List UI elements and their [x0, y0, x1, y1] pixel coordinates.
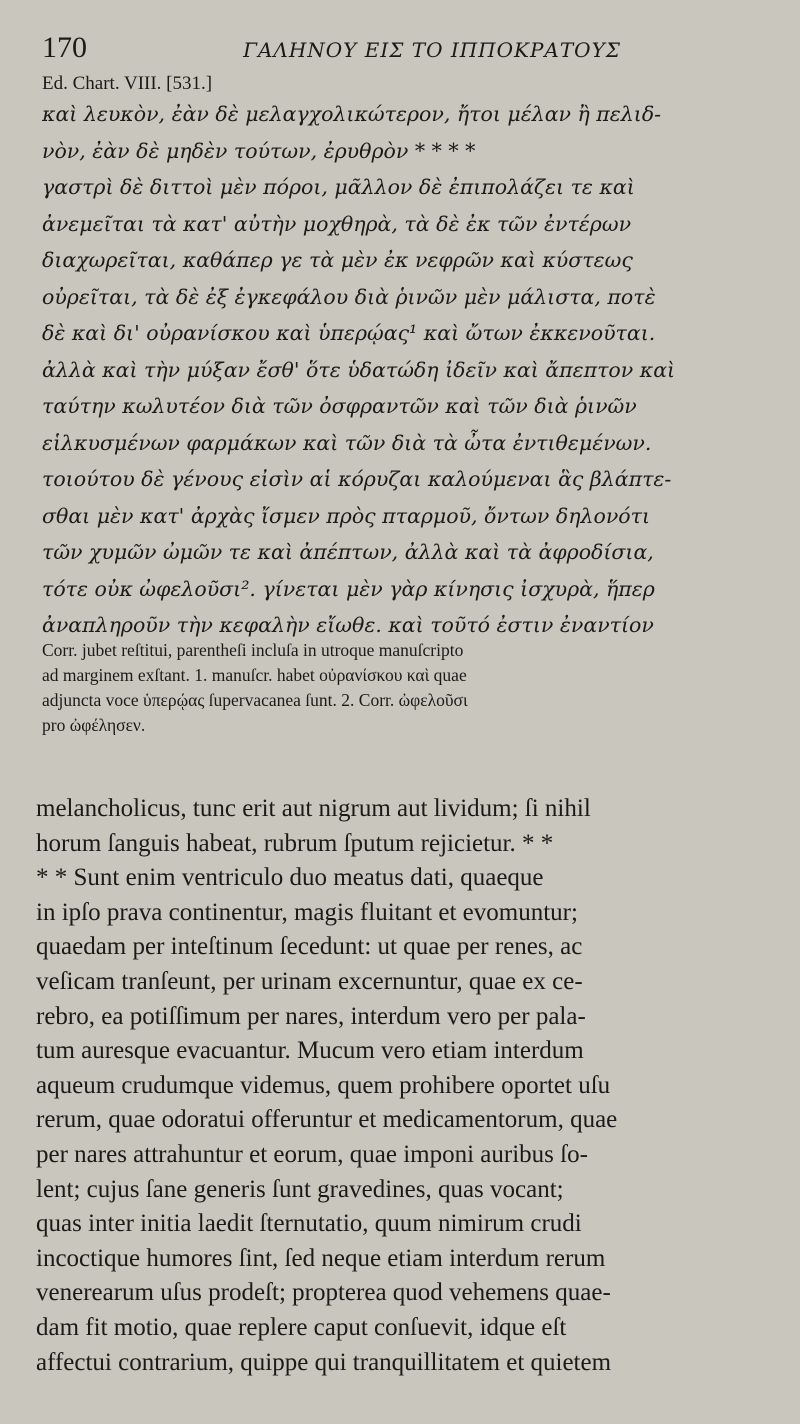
- greek-text-block: [42, 96, 766, 644]
- greek-text-line: ἀνεμεῖται τὰ κατ' αὐτὴν μοχθηρὰ, τὰ δὲ ἐκ τῶν ἐντέρων: [42, 211, 632, 236]
- latin-text-line: tum auresque evacuantur. Mucum vero etiam interdum: [36, 1037, 584, 1065]
- latin-text-line: aqueum crudumque videmus, quem prohibere oportet uſu: [36, 1071, 611, 1099]
- greek-text-line: διαχωρεῖται, καθάπερ γε τὰ μὲν ἐκ νεφρῶν καὶ κύστεως: [42, 248, 633, 272]
- page-header: [42, 30, 762, 66]
- greek-text-line: τότε οὐκ ὠφελοῦσι². γίνεται μὲν γὰρ κίνησις ἰσχυρὰ, ἥπερ: [42, 576, 655, 601]
- latin-text-line: * * Sunt enim ventriculo duo meatus dati, quaeque: [36, 864, 544, 892]
- latin-text-line: lent; cujus ſane generis ſunt gravedines, quas vocant;: [36, 1175, 564, 1203]
- footnote-line: pro ὠφέλησεν.: [42, 715, 146, 735]
- greek-text-line: τῶν χυμῶν ὠμῶν τε καὶ ἀπέπτων, ἀλλὰ καὶ τὰ ἀφροδίσια,: [42, 540, 654, 564]
- latin-text-line: dam fit motio, quae replere caput conſuevit, idque eſt: [36, 1313, 567, 1341]
- greek-text-line: εἱλκυσμένων φαρμάκων καὶ τῶν διὰ τὰ ὦτα ἐντιθεμένων.: [42, 430, 652, 455]
- greek-text-line: οὐρεῖται, τὰ δὲ ἐξ ἐγκεφάλου διὰ ῥινῶν μὲν μάλιστα, ποτὲ: [42, 284, 656, 309]
- latin-text-line: in ipſo prava continentur, magis fluitant et evomuntur;: [36, 898, 578, 926]
- footnotes-block: [42, 638, 766, 738]
- latin-text-line: quaedam per inteſtinum ſecedunt: ut quae per renes, ac: [36, 933, 583, 961]
- greek-text-line: ἀναπληροῦν τὴν κεφαλὴν εἴωθε. καὶ τοῦτό ἐστιν ἐναντίον: [42, 613, 654, 637]
- latin-text-line: rebro, ea potiſſimum per nares, interdum vero per pala-: [36, 1002, 586, 1030]
- latin-text-line: melancholicus, tunc erit aut nigrum aut lividum; ſi nihil: [36, 795, 591, 822]
- running-title: ΓΑΛΗΝΟΥ ΕΙΣ ΤΟ ΙΠΠΟΚΡΑΤΟΥΣ: [243, 38, 621, 62]
- latin-text-block: [36, 792, 766, 1380]
- latin-text-line: quas inter initia laedit ſternutatio, quum nimirum crudi: [36, 1210, 582, 1238]
- latin-text-line: affectui contrarium, quippe qui tranquillitatem et quietem: [36, 1348, 612, 1376]
- latin-text-line: horum ſanguis habeat, rubrum ſputum rejicietur. * *: [36, 829, 554, 857]
- footnote-line: adjuncta voce ὑπερῴας ſupervacanea ſunt. 2. Corr. ὠφελοῦσι: [42, 690, 468, 710]
- edition-reference: Ed. Chart. VIII. [531.]: [42, 73, 213, 94]
- latin-text-line: veſicam tranſeunt, per urinam excernuntur, quae ex ce-: [36, 967, 583, 995]
- greek-text-line: δὲ καὶ δι' οὐρανίσκου καὶ ὑπερῴας¹ καὶ ὤτων ἐκκενοῦται.: [42, 321, 656, 345]
- greek-text-line: σθαι μὲν κατ' ἀρχὰς ἴσμεν πρὸς πταρμοῦ, ὄντων δηλονότι: [42, 503, 651, 528]
- latin-text-line: rerum, quae odoratui offeruntur et medicamentorum, quae: [36, 1106, 618, 1134]
- page-number: 170: [42, 31, 87, 64]
- greek-text-line: τοιούτου δὲ γένους εἰσὶν αἱ κόρυζαι καλούμεναι ἃς βλάπτε-: [42, 467, 672, 491]
- greek-text-line: ἀλλὰ καὶ τὴν μύξαν ἔσθ' ὅτε ὑδατώδη ἰδεῖν καὶ ἄπεπτον καὶ: [42, 357, 676, 382]
- greek-text-line: νὸν, ἐὰν δὲ μηδὲν τούτων, ἐρυθρὸν * * * *: [42, 138, 476, 163]
- greek-text-line: γαστρὶ δὲ διττοὶ μὲν πόροι, μᾶλλον δὲ ἐπιπολάζει τε καὶ: [42, 175, 635, 199]
- greek-text-line: ταύτην κωλυτέον διὰ τῶν ὀσφραντῶν καὶ τῶν διὰ ῥινῶν: [42, 394, 637, 418]
- latin-text-line: per nares attrahuntur et eorum, quae imponi auribus ſo-: [36, 1140, 588, 1168]
- footnote-line: ad marginem exſtant. 1. manuſcr. habet οὐρανίσκου καὶ quae: [42, 665, 467, 685]
- latin-text-line: venerearum uſus prodeſt; propterea quod vehemens quae-: [36, 1279, 611, 1307]
- footnote-line: Corr. jubet reſtitui, parentheſi incluſa in utroque manuſcripto: [42, 640, 464, 660]
- greek-text-line: καὶ λευκὸν, ἐὰν δὲ μελαγχολικώτερον, ἤτοι μέλαν ἢ πελιδ-: [42, 102, 662, 126]
- latin-text-line: incoctique humores ſint, ſed neque etiam interdum rerum: [36, 1244, 606, 1272]
